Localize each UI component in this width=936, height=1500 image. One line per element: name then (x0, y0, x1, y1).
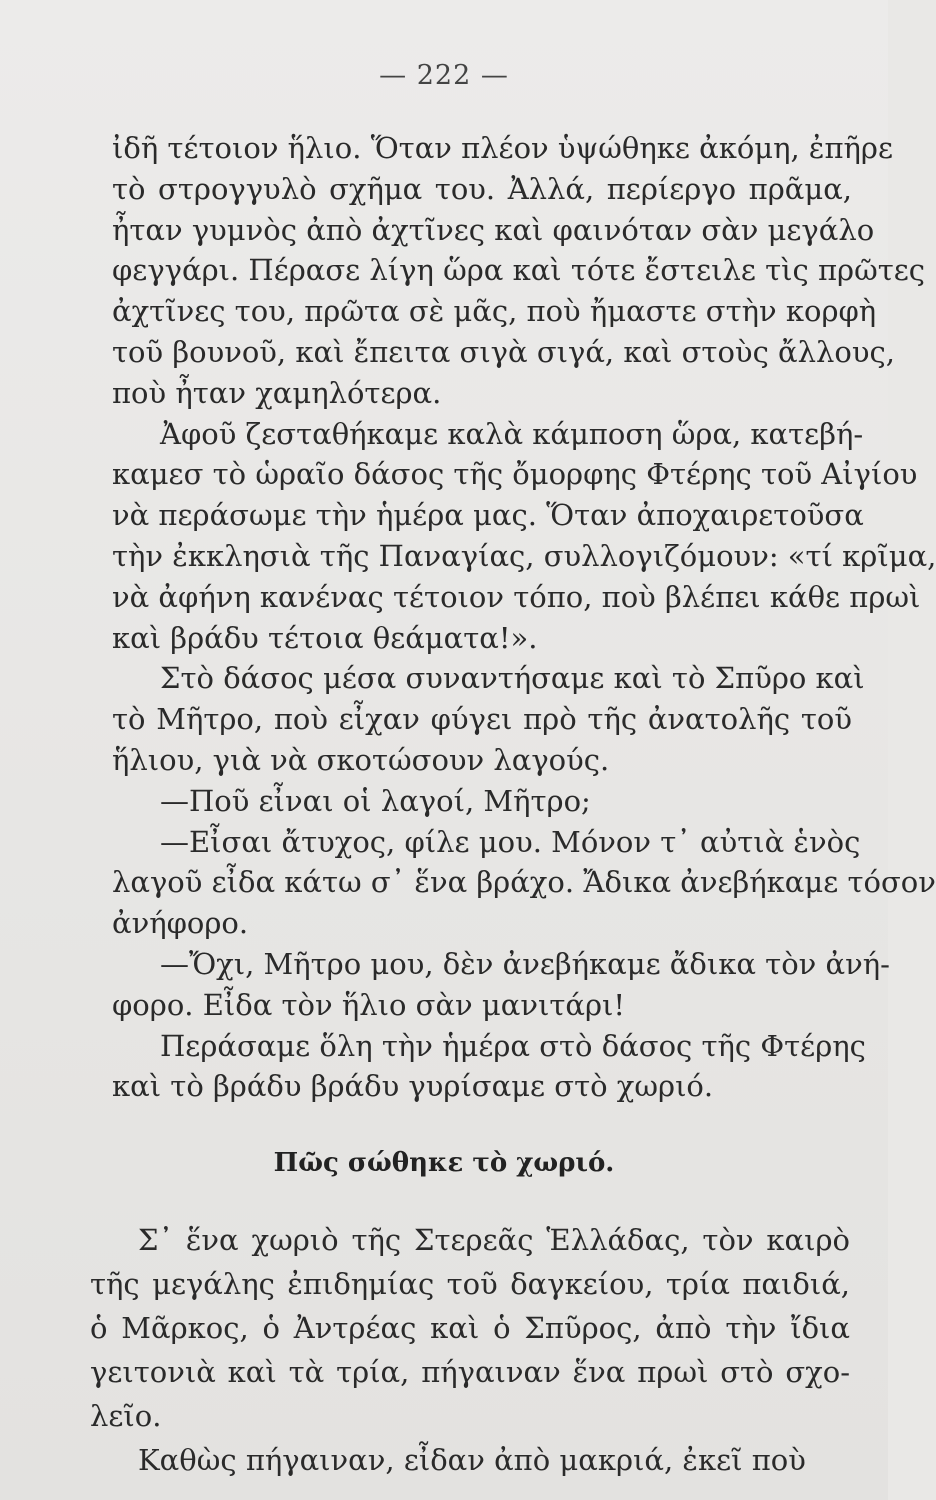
body-text-bottom (90, 1218, 850, 1482)
text-line: ἀχτῖνες του, πρῶτα σὲ μᾶς, ποὺ ἤμαστε στὴν κορφὴ (112, 294, 877, 329)
text-line: τὴν ἐκκλησιὰ τῆς Παναγίας, συλλογιζόμουν: «τί κρῖμα, (112, 538, 936, 573)
text-line: φορο. Εἶδα τὸν ἥλιο σὰν μανιτάρι! (112, 987, 626, 1022)
text-line: ποὺ ἦταν χαμηλότερα. (112, 375, 442, 410)
text-line: τὸ στρογγυλὸ σχῆμα του. Ἀλλά, περίεργο πρᾶμα, (112, 171, 852, 206)
text-line: Σ᾽ ἕνα χωριὸ τῆς Στερεᾶς Ἑλλάδας, τὸν καιρὸ (138, 1223, 850, 1257)
text-line: —Ὄχι, Μῆτρο μου, δὲν ἀνεβήκαμε ἄδικα τὸν ἀνή- (160, 946, 890, 981)
text-line: ἰδῆ τέτοιον ἥλιο. Ὅταν πλέον ὑψώθηκε ἀκόμη, ἐπῆρε (112, 131, 894, 165)
text-line: νὰ περάσωμε τὴν ἡμέρα μας. Ὅταν ἀποχαιρετοῦσα (112, 498, 864, 533)
text-line: Στὸ δάσος μέσα συναντήσαμε καὶ τὸ Σπῦρο καὶ (160, 661, 865, 696)
paragraph (90, 1218, 850, 1438)
body-text-top (112, 128, 936, 1107)
paragraph (112, 944, 890, 1026)
text-line: τὸ Μῆτρο, ποὺ εἶχαν φύγει πρὸ τῆς ἀνατολῆς τοῦ (112, 702, 852, 737)
text-line: νὰ ἀφήνη κανένας τέτοιον τόπο, ποὺ βλέπει κάθε πρωὶ (112, 579, 921, 614)
text-line: —Εἶσαι ἄτυχος, φίλε μου. Μόνον τ᾽ αὐτιὰ ἑνὸς (160, 824, 861, 859)
text-line: ἥλιου, γιὰ νὰ σκοτώσουν λαγούς. (112, 742, 610, 777)
text-line: καὶ βράδυ τέτοια θεάματα!». (112, 620, 538, 655)
paragraph (112, 781, 852, 822)
text-line: λεῖο. (90, 1399, 162, 1433)
paragraph (90, 1438, 850, 1482)
page-number: — 222 — (379, 60, 509, 91)
text-line: γειτονιὰ καὶ τὰ τρία, πήγαιναν ἕνα πρωὶ στὸ σχο- (90, 1355, 850, 1389)
text-line: —Ποῦ εἶναι οἱ λαγοί, Μῆτρο; (160, 783, 591, 818)
text-line: Ἀφοῦ ζεσταθήκαμε καλὰ κάμποση ὥρα, κατεβή- (160, 416, 864, 451)
text-line: Καθὼς πήγαιναν, εἶδαν ἀπὸ μακριά, ἐκεῖ ποὺ (138, 1443, 806, 1477)
section-heading: Πῶς σώθηκε τὸ χωριό. (273, 1148, 615, 1178)
text-line: καμεσ τὸ ὡραῖο δάσος τῆς ὄμορφης Φτέρης τοῦ Αἰγίου (112, 457, 918, 492)
paragraph (112, 414, 936, 659)
text-line: ἀνήφορο. (112, 906, 249, 941)
paragraph (112, 128, 926, 414)
paragraph (112, 658, 865, 780)
text-line: τοῦ βουνοῦ, καὶ ἔπειτα σιγὰ σιγά, καὶ στοὺς ἄλλους, (112, 334, 895, 369)
text-line: Περάσαμε ὅλη τὴν ἡμέρα στὸ δάσος τῆς Φτέρης (160, 1028, 866, 1063)
text-line: ἦταν γυμνὸς ἀπὸ ἀχτῖνες καὶ φαινόταν σὰν μεγάλο (112, 212, 875, 247)
text-line: τῆς μεγάλης ἐπιδημίας τοῦ δαγκείου, τρία παιδιά, (90, 1267, 850, 1301)
text-line: καὶ τὸ βράδυ βράδυ γυρίσαμε στὸ χωριό. (112, 1069, 714, 1104)
text-line: ὁ Μᾶρκος, ὁ Ἀντρέας καὶ ὁ Σπῦρος, ἀπὸ τὴν ἴδια (90, 1311, 850, 1345)
paragraph (112, 822, 936, 944)
text-line: λαγοῦ εἶδα κάτω σ᾽ ἕνα βράχο. Ἄδικα ἀνεβήκαμε τόσον (112, 865, 936, 900)
text-line: φεγγάρι. Πέρασε λίγη ὥρα καὶ τότε ἔστειλε τὶς πρῶτες (112, 253, 926, 288)
paragraph (112, 1026, 866, 1108)
